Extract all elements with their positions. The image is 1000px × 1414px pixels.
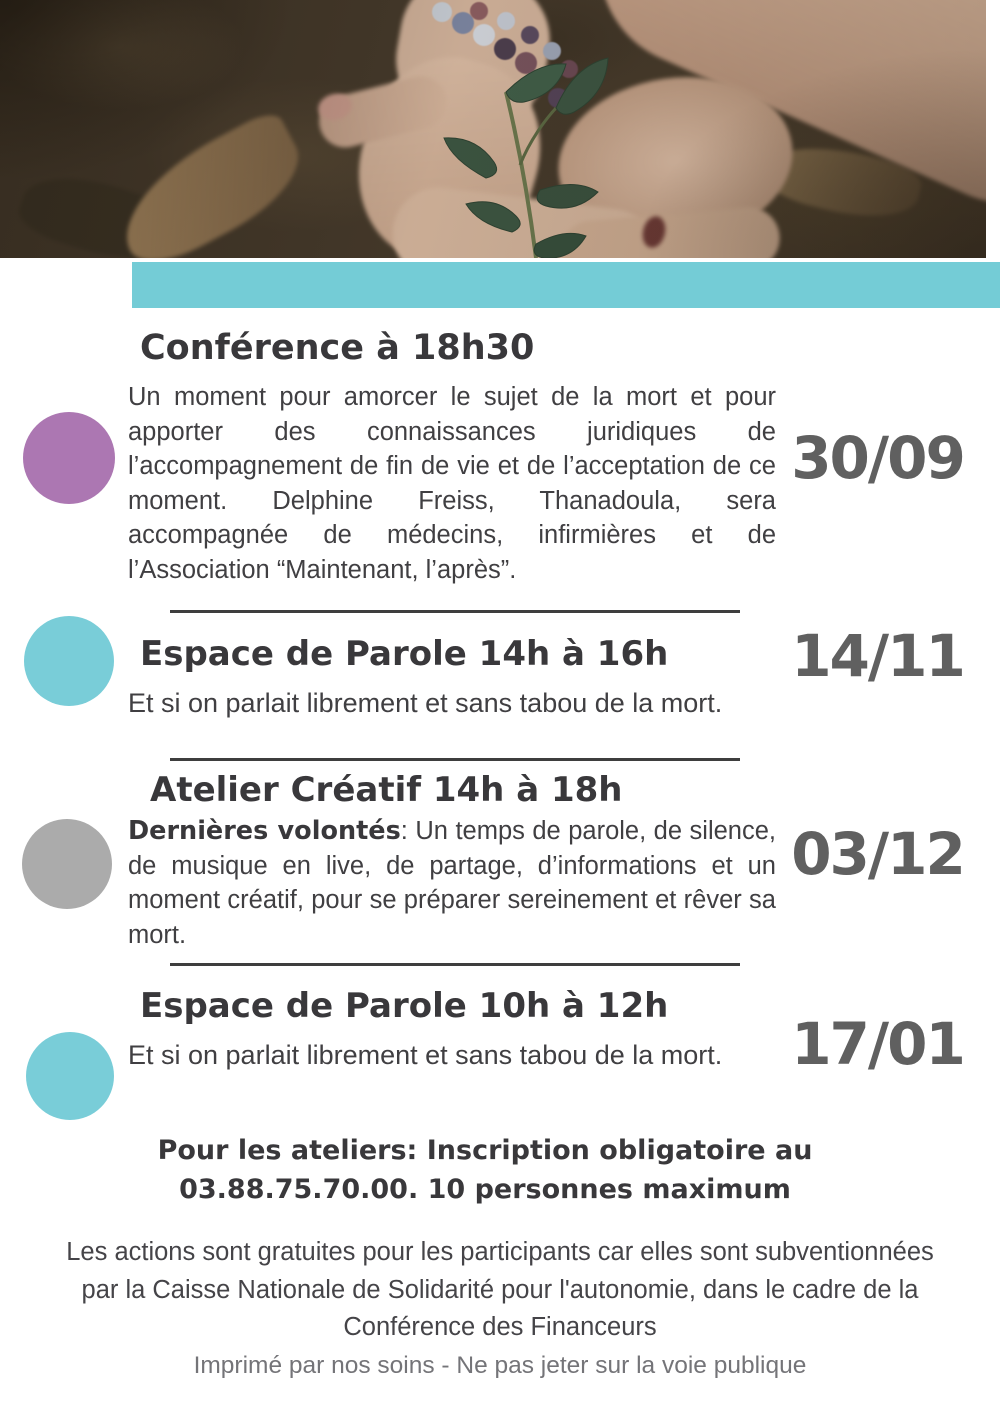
event-title: Conférence à 18h30 [140, 328, 535, 368]
event-date: 03/12 [791, 820, 964, 888]
event-bullet [22, 819, 112, 909]
event-date: 14/11 [791, 622, 964, 690]
print-note: Imprimé par nos soins - Ne pas jeter sur la voie publique [193, 1352, 807, 1379]
event-description-rest: : Un temps de parole, de silence, de musique en live, de partage, d’informations et un moment créatif, pour se préparer sereinement et rêver sa mort. [128, 817, 776, 949]
event-bullet [26, 1032, 114, 1120]
section-divider [170, 610, 740, 613]
event-description: Et si on parlait librement et sans tabou de la mort. [128, 1040, 723, 1070]
registration-line2: 03.88.75.70.00. 10 personnes maximum [179, 1174, 791, 1205]
event-bullet [23, 412, 115, 504]
event-date: 30/09 [791, 424, 964, 492]
event-title: Atelier Créatif 14h à 18h [150, 770, 623, 810]
photo-vignette [0, 0, 986, 258]
section-divider [170, 963, 740, 966]
section-divider [170, 758, 740, 761]
event-date: 17/01 [791, 1010, 964, 1078]
event-description: Un moment pour amorcer le sujet de la mort et pour apporter des connaissances juridiques de l’accompagnement de fin de vie et de l’acceptation de ce moment. Delphine Freiss, Thanadoula, sera accompagnée de médecins, infirmières et de l’Association “Maintenant, l’après”. [128, 383, 776, 584]
accent-banner [132, 262, 1000, 308]
event-description [128, 814, 776, 952]
event-title: Espace de Parole 10h à 12h [140, 986, 669, 1026]
event-title: Espace de Parole 14h à 16h [140, 634, 669, 674]
funding-note: Les actions sont gratuites pour les participants car elles sont subventionnées par la Caisse Nationale de Solidarité pour l'autonomie, dans le cadre de la Conférence des Financeurs [66, 1238, 934, 1341]
registration-line1: Pour les ateliers: Inscription obligatoire au [157, 1135, 813, 1166]
hero-photo [0, 0, 986, 258]
event-bullet [24, 616, 114, 706]
event-description: Et si on parlait librement et sans tabou de la mort. [128, 688, 723, 718]
event-description-lead: Dernières volontés [128, 816, 401, 846]
registration-note [30, 1131, 940, 1209]
